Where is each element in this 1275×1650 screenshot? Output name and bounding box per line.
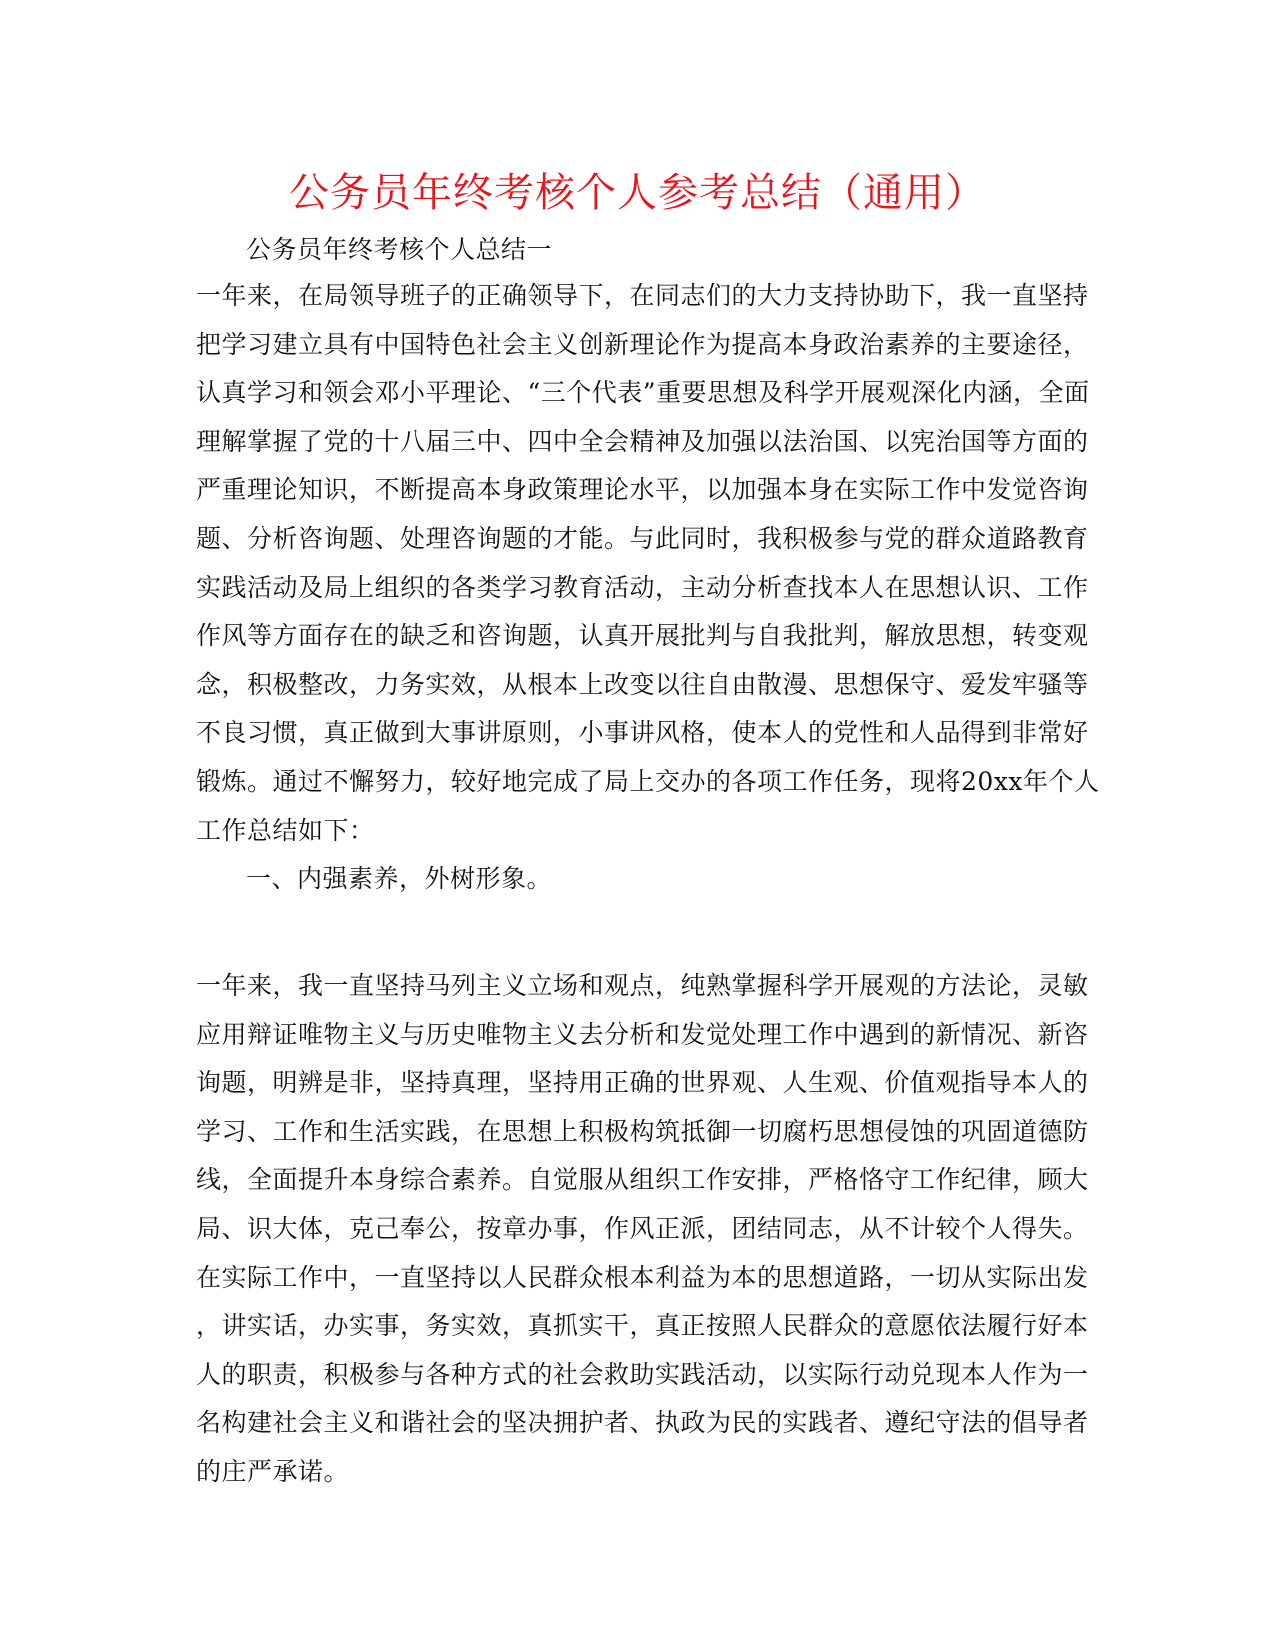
section-heading: 一、内强素养，外树形象。 <box>246 864 553 893</box>
paragraph-line: 人的职责，积极参与各种方式的社会救助实践活动，以实际行动兑现本人作为一 <box>196 1359 1089 1389</box>
paragraph-line: 认真学习和领会邓小平理论、“三个代表”重要思想及科学开展观深化内涵，全面 <box>196 378 1090 408</box>
paragraph-line: 念，积极整改，力务实效，从根本上改变以往自由散漫、思想保守、爱发牢骚等 <box>196 669 1089 699</box>
paragraph-line: 作风等方面存在的缺乏和咨询题，认真开展批判与自我批判，解放思想，转变观 <box>196 621 1089 651</box>
paragraph-line: 在实际工作中，一直坚持以人民群众根本利益为本的思想道路，一切从实际出发 <box>196 1262 1089 1292</box>
section-subtitle: 公务员年终考核个人总结一 <box>246 235 553 264</box>
paragraph-line: 线，全面提升本身综合素养。自觉服从组织工作安排，严格恪守工作纪律，顾大 <box>196 1165 1089 1195</box>
paragraph-line: 的庄严承诺。 <box>196 1456 350 1486</box>
paragraph-line: 题、分析咨询题、处理咨询题的才能。与此同时，我积极参与党的群众道路教育 <box>196 523 1089 553</box>
paragraph-line: 学习、工作和生活实践，在思想上积极构筑抵御一切腐朽思想侵蚀的巩固道德防 <box>196 1116 1089 1146</box>
paragraph-line: 局、识大体，克己奉公，按章办事，作风正派，团结同志，从不计较个人得失。 <box>196 1213 1089 1243</box>
section-subtitle-block <box>196 226 1072 275</box>
paragraph-1 <box>196 272 1100 855</box>
section-heading-block <box>196 855 1072 904</box>
paragraph-line: 名构建社会主义和谐社会的坚决拥护者、执政为民的实践者、遵纪守法的倡导者 <box>196 1408 1089 1438</box>
paragraph-2 <box>196 962 1089 1497</box>
paragraph-line: 一年来，我一直坚持马列主义立场和观点，纯熟掌握科学开展观的方法论，灵敏 <box>196 971 1089 1000</box>
paragraph-line: 严重理论知识，不断提高本身政策理论水平，以加强本身在实际工作中发觉咨询 <box>196 475 1089 505</box>
paragraph-line: 一年来，在局领导班子的正确领导下，在同志们的大力支持协助下，我一直坚持 <box>196 281 1089 310</box>
document-title: 公务员年终考核个人参考总结（通用） <box>289 170 986 216</box>
paragraph-line: 应用辩证唯物主义与历史唯物主义去分析和发觉处理工作中遇到的新情况、新咨 <box>196 1019 1089 1049</box>
paragraph-line: 不良习惯，真正做到大事讲原则，小事讲风格，使本人的党性和人品得到非常好 <box>196 718 1089 748</box>
paragraph-line: 锻炼。通过不懈努力，较好地完成了局上交办的各项工作任务，现将20xx年个人 <box>196 766 1100 796</box>
paragraph-line: 工作总结如下： <box>196 815 375 845</box>
paragraph-line: ，讲实话，办实事，务实效，真抓实干，真正按照人民群众的意愿依法履行好本 <box>196 1311 1089 1341</box>
paragraph-line: 询题，明辨是非，坚持真理，坚持用正确的世界观、人生观、价值观指导本人的 <box>196 1068 1089 1098</box>
paragraph-line: 实践活动及局上组织的各类学习教育活动，主动分析查找本人在思想认识、工作 <box>196 572 1089 602</box>
paragraph-line: 理解掌握了党的十八届三中、四中全会精神及加强以法治国、以宪治国等方面的 <box>196 426 1089 456</box>
paragraph-line: 把学习建立具有中国特色社会主义创新理论作为提高本身政治素养的主要途径， <box>196 329 1089 359</box>
